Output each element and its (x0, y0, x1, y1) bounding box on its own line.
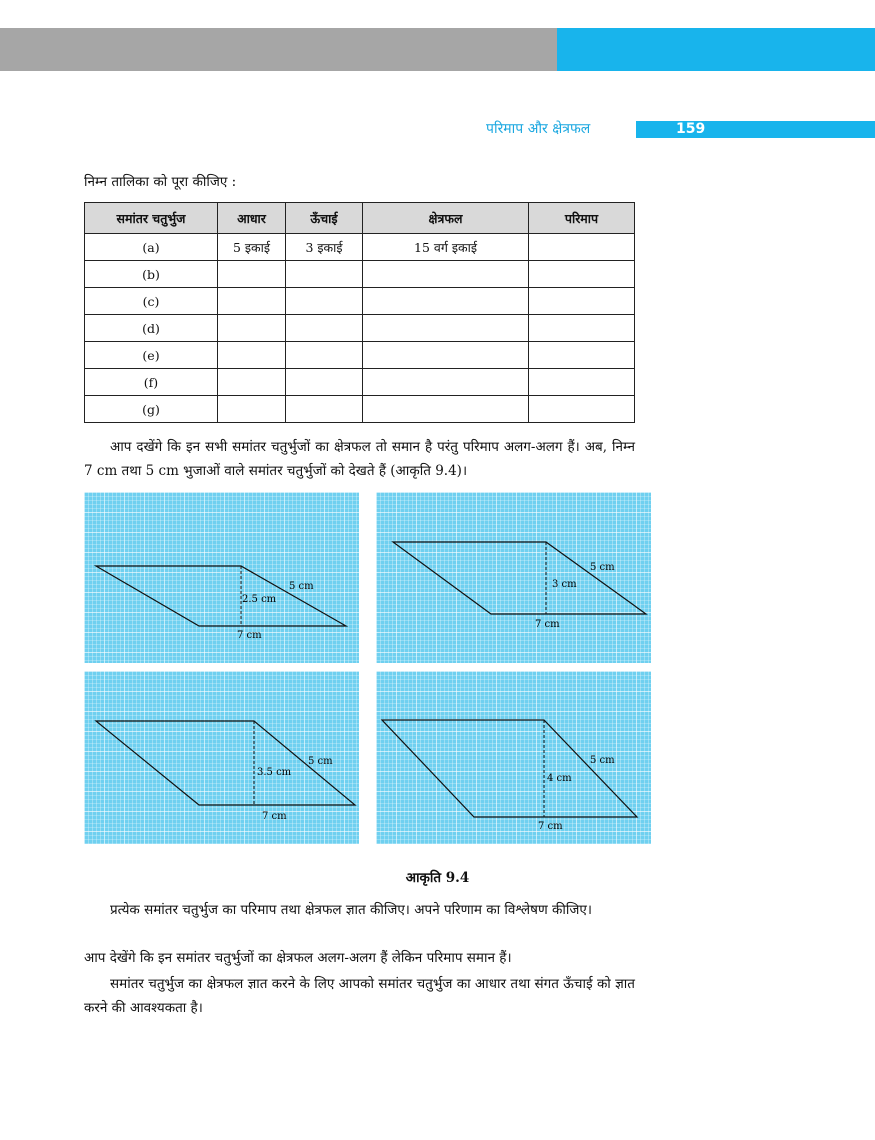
table-cell (218, 261, 286, 288)
base-label: 7 cm (538, 821, 563, 832)
grid-background (376, 492, 651, 663)
table-cell (218, 369, 286, 396)
table-cell: (b) (85, 261, 218, 288)
paragraph-areas-same: आप दखेंगे कि इन सभी समांतर चतुर्भुजों का क्षेत्रफल तो समान है परंतु परिमाप अलग-अलग हैं। अब, निम्न 7 cm तथा 5 cm भुजाओं वाले समांतर चतुर्भुजों को देखते हैं (आकृति 9.4)। (84, 439, 635, 479)
table-header-cell: ऊँचाई (286, 203, 363, 234)
figure-caption: आकृति 9.4 (405, 870, 470, 886)
table-header-row (85, 203, 635, 234)
table-cell (529, 396, 635, 423)
table-cell (286, 315, 363, 342)
side-label: 5 cm (289, 581, 314, 592)
height-label: 4 cm (547, 773, 572, 784)
base-label: 7 cm (262, 811, 287, 822)
table-cell (286, 396, 363, 423)
top-bar-blue (557, 28, 875, 71)
table-cell (218, 396, 286, 423)
table-row (85, 342, 635, 369)
table-instruction: निम्न तालिका को पूरा कीजिए : (84, 174, 237, 190)
paragraph-area-requirement: समांतर चतुर्भुज का क्षेत्रफल ज्ञात करने के लिए आपको समांतर चतुर्भुज का आधार तथा संगत ऊँचाई को ज्ञात करने की आवश्यकता है। (84, 976, 635, 1016)
graph-paper-3 (84, 671, 359, 844)
table-cell (218, 288, 286, 315)
table-cell (363, 288, 529, 315)
height-label: 2.5 cm (242, 594, 277, 605)
graph-figure-2 (376, 492, 651, 663)
table-cell: 15 वर्ग इकाई (363, 234, 529, 261)
table-header-cell: आधार (218, 203, 286, 234)
graph-figure-4 (376, 671, 651, 844)
base-label: 7 cm (237, 630, 262, 641)
side-label: 5 cm (590, 755, 615, 766)
table-cell (218, 342, 286, 369)
height-label: 3.5 cm (257, 767, 292, 778)
table-cell (363, 315, 529, 342)
height-label: 3 cm (552, 579, 577, 590)
table-cell (363, 261, 529, 288)
table-header-cell: क्षेत्रफल (363, 203, 529, 234)
graph-figure-3 (84, 671, 359, 844)
table-cell: (e) (85, 342, 218, 369)
table-cell (363, 342, 529, 369)
table-row (85, 315, 635, 342)
graph-paper-4 (376, 671, 651, 844)
parallelogram-table (84, 202, 635, 423)
table-cell (286, 261, 363, 288)
graph-paper-1 (84, 492, 359, 663)
top-bar-grey (0, 28, 557, 71)
side-label: 5 cm (308, 756, 333, 767)
table-cell (286, 288, 363, 315)
table-cell: (f) (85, 369, 218, 396)
table-header-cell: समांतर चतुर्भुज (85, 203, 218, 234)
table-row (85, 369, 635, 396)
grid-background (84, 492, 359, 663)
base-label: 7 cm (535, 619, 560, 630)
table-cell (529, 288, 635, 315)
table-cell: (g) (85, 396, 218, 423)
table-cell (529, 342, 635, 369)
table-cell (218, 315, 286, 342)
paragraph-find-perimeter: प्रत्येक समांतर चतुर्भुज का परिमाप तथा क्षेत्रफल ज्ञात कीजिए। अपने परिणाम का विश्लेषण कीजिए। (110, 902, 592, 918)
table-cell: (a) (85, 234, 218, 261)
table-cell (363, 369, 529, 396)
table-row (85, 261, 635, 288)
table-row (85, 396, 635, 423)
chapter-title: परिमाप और क्षेत्रफल (486, 121, 591, 137)
table-cell (529, 369, 635, 396)
graph-paper-2 (376, 492, 651, 663)
table-row (85, 234, 635, 261)
paragraph-observation: आप देखेंगे कि इन समांतर चतुर्भुजों का क्षेत्रफल अलग-अलग हैं लेकिन परिमाप समान हैं। (84, 950, 512, 966)
table-cell (529, 315, 635, 342)
table-header-cell: परिमाप (529, 203, 635, 234)
table-cell: 3 इकाई (286, 234, 363, 261)
page-number: 159 (676, 121, 706, 137)
table-cell: (d) (85, 315, 218, 342)
page-number-band (636, 121, 875, 138)
table-row (85, 288, 635, 315)
table-cell: 5 इकाई (218, 234, 286, 261)
table-cell (529, 261, 635, 288)
graph-figure-1 (84, 492, 359, 663)
table-cell: (c) (85, 288, 218, 315)
table-cell (529, 234, 635, 261)
table-cell (286, 342, 363, 369)
table-cell (363, 396, 529, 423)
table-cell (286, 369, 363, 396)
side-label: 5 cm (590, 562, 615, 573)
